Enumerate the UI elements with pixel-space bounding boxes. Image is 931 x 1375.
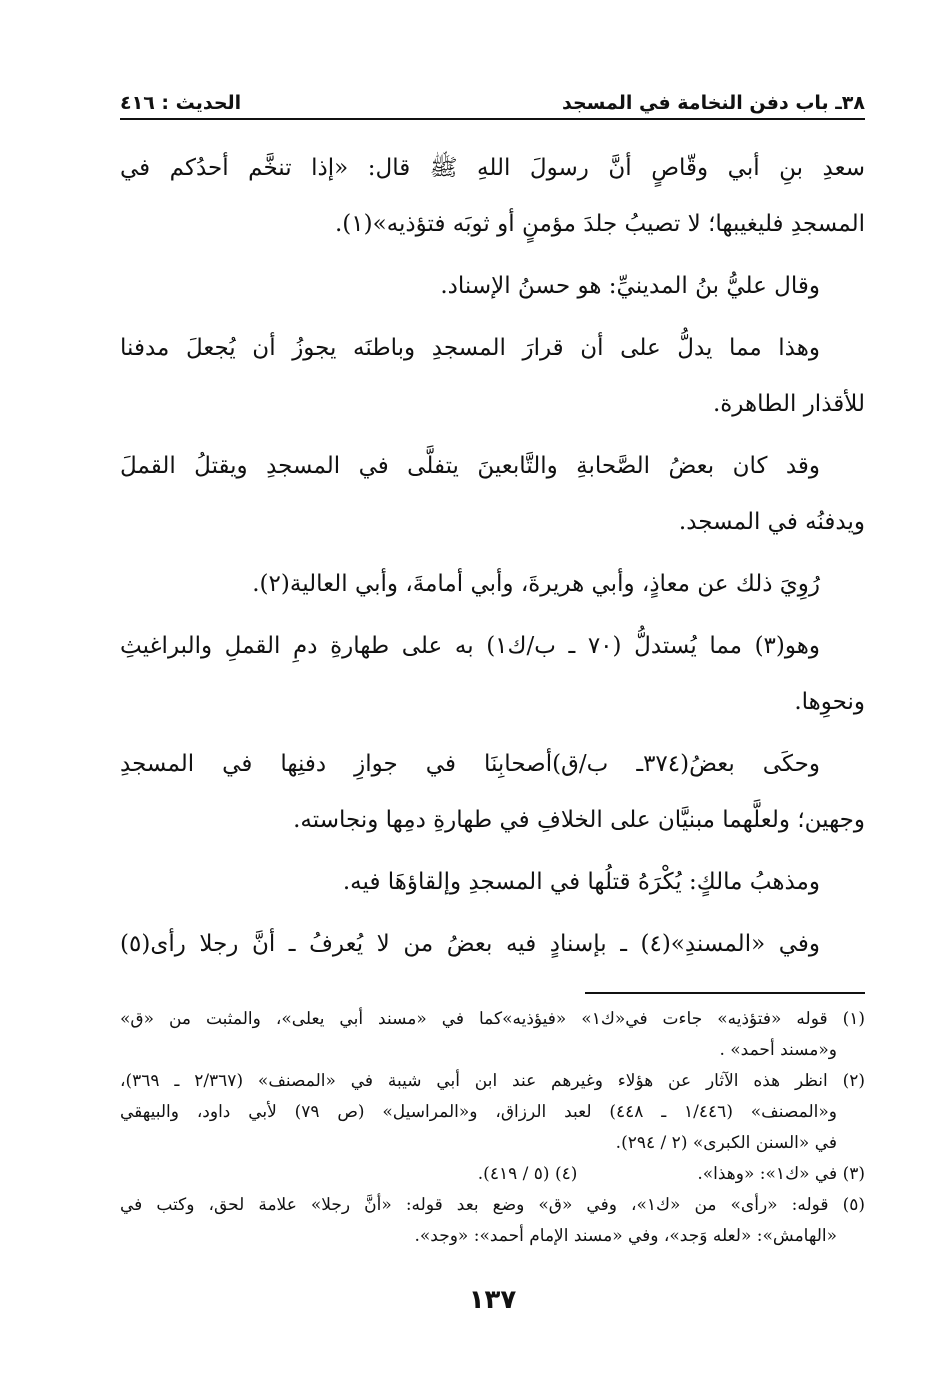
text-line: وحكَى بعضُ(٣٧٤ـ ب/ق)أصحابِنَا في جوازِ دفنِها في المسجدِ: [120, 751, 821, 777]
footnote-line: و«المصنف» (١/٤٤٦ ـ ٤٤٨) لعبد الرزاق، و«المراسيل» (ص ٧٩) لأبي داود، والبيهقي: [120, 1102, 837, 1122]
text-line: رُوِيَ ذلك عن معاذٍ، وأبي هريرةَ، وأبي أمامةَ، وأبي العالية(٢).: [252, 571, 820, 597]
text-line: وهذا مما يدلُّ على أن قرارَ المسجدِ وباطنَه يجوزُ أن يُجعلَ مدفنا: [120, 335, 820, 361]
footnote-line: (١) قوله «فتؤذيه» جاءت في«ك١» «فيؤذيه»كما في «مسند أبي يعلى»، والمثبت من «ق»: [120, 1009, 865, 1029]
text-line: ومذهبُ مالكٍ: يُكْرَهُ قتلُها في المسجدِ وإلقاؤهَا فيه.: [342, 869, 820, 895]
text-line: وقال عليُّ بنُ المدينيِّ: هو حسنُ الإسناد.: [440, 273, 820, 299]
running-header: [120, 80, 865, 120]
page-number: ١٣٧: [468, 1285, 517, 1315]
chapter-title: ٣٨ـ باب دفن النخامة في المسجد: [562, 92, 865, 114]
footnote-line: (٥) قوله: «رأى» من «ك١»، وفي «ق» وضع بعد قوله: «أنَّ رجلا» علامة لحق، وكتب في: [120, 1195, 865, 1215]
book-page: [120, 80, 865, 1340]
text-line: المسجدِ فليغيبها؛ لا تصيبُ جلدَ مؤمنٍ أو ثوبَه فتؤذيه»(١).: [335, 211, 865, 237]
text-line: ويدفنُه في المسجد.: [678, 509, 865, 535]
text-line: وقد كان بعضُ الصَّحابةِ والتَّابعينَ يتفلَّى في المسجدِ ويقتلُ القملَ: [120, 453, 820, 479]
footnotes: [120, 1004, 865, 1252]
footnote-pair: [120, 1159, 865, 1190]
main-text: [120, 140, 865, 972]
text-line: وجهين؛ ولعلَّهما مبنيَّان على الخلافِ في طهارةِ دمِها ونجاسته.: [293, 807, 865, 833]
footnote-line: في «السنن الكبرى» (٢ / ٢٩٤).: [615, 1133, 837, 1153]
text-line: ونحوِها.: [794, 689, 865, 715]
footnote-line: و«مسند أحمد» .: [719, 1040, 837, 1060]
footnote-4: (٤) (٥ / ٤١٩).: [477, 1164, 578, 1184]
text-line: وفي «المسندِ»(٤) ـ بإسنادٍ فيه بعضُ من لا يُعرفُ ـ أنَّ رجلا رأى(٥): [120, 931, 820, 957]
text-line: وهو(٣) مما يُستدلُّ (٧٠ ـ ب/ك١) به على طهارةِ دمِ القملِ والبراغيثِ: [120, 633, 820, 659]
footnote-line: (٢) انظر هذه الآثار عن هؤلاء وغيرهم عند ابن أبي شيبة في «المصنف» (٢/٣٦٧ ـ ٣٦٩)،: [120, 1071, 865, 1091]
text-line: للأقذار الطاهرة.: [712, 391, 865, 417]
text-line: سعدِ بنِ أبي وقّاصٍ أنَّ رسولَ اللهِ ﷺ قال: «إذا تنخَّم أحدُكم في: [120, 155, 865, 181]
footnote-line: «الهامش»: «لعله وَجد»، وفي «مسند الإمام أحمد»: «وجد».: [414, 1226, 837, 1246]
hadith-number: الحديث : ٤١٦: [120, 92, 242, 114]
footnote-3: (٣) في «ك١»: «وهذا».: [697, 1164, 865, 1184]
footnote-divider: [585, 992, 865, 994]
